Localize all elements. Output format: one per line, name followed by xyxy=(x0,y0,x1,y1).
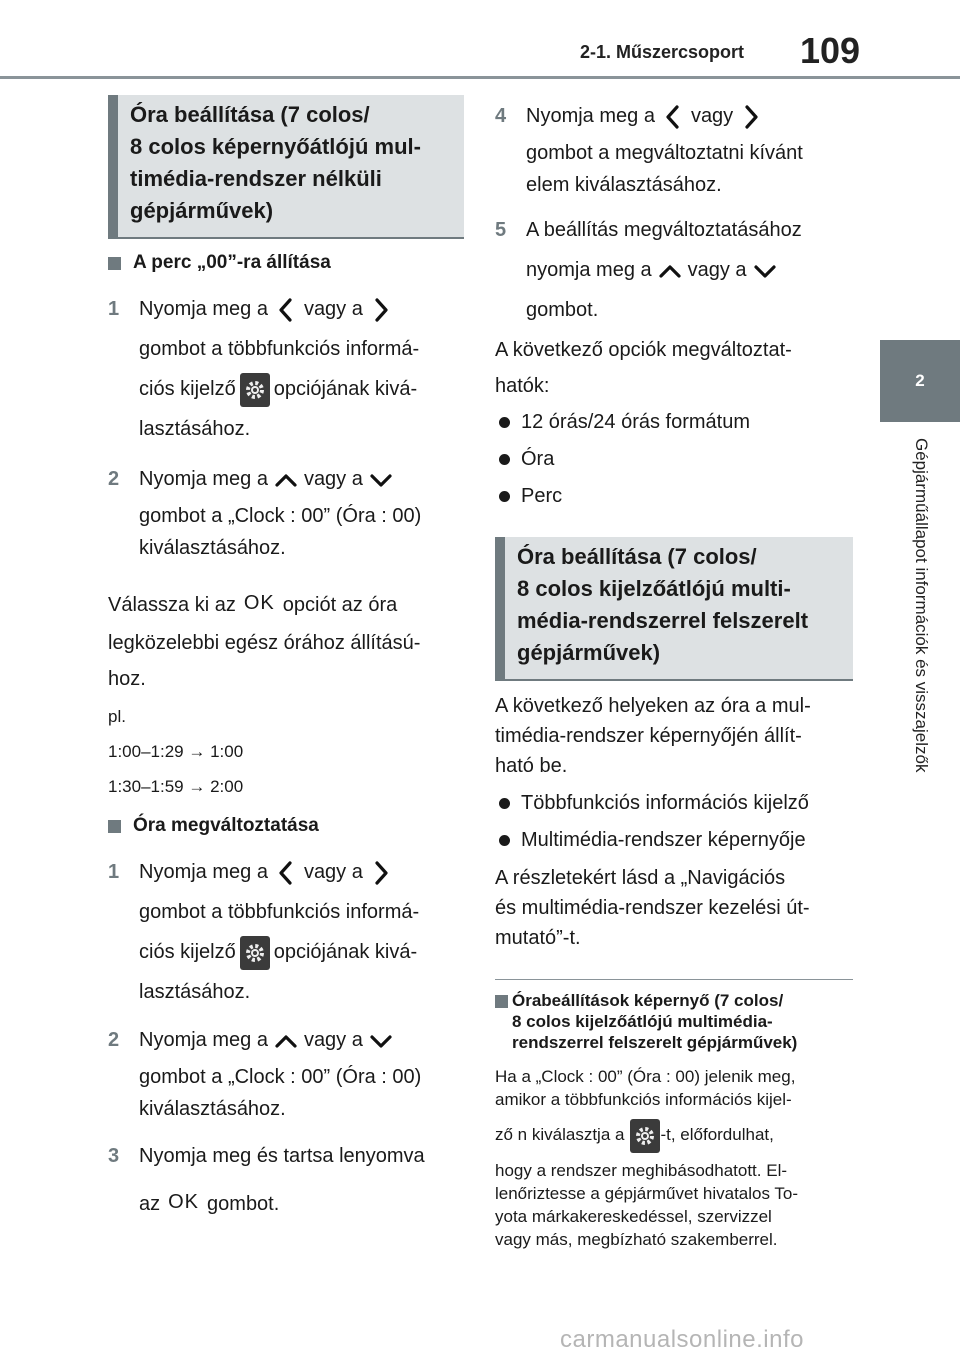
step xyxy=(495,210,853,330)
note-heading xyxy=(495,990,853,1053)
step-line: gombot a többfunkciós informá- xyxy=(139,901,420,923)
note-line: hogy a rendszer meghibásodhatott. El- xyxy=(495,1161,788,1180)
chevron-left-icon xyxy=(274,860,298,886)
step-line: lasztásához. xyxy=(139,981,251,1003)
heading-line: 8 colos képernyőátlójú mul- xyxy=(130,134,421,159)
subheading-text: A perc „00”-ra állítása xyxy=(133,252,331,273)
step-line: az OK gombot. xyxy=(139,1182,464,1224)
gear-icon xyxy=(630,1119,660,1153)
option-item: 12 órás/24 órás formátum xyxy=(495,404,853,441)
options-intro: A következő opciók megváltoztat- hatók: xyxy=(495,339,792,397)
note-line: vagy más, megbízható szakemberrel. xyxy=(495,1230,778,1249)
step xyxy=(108,1136,464,1224)
step-number: 1 xyxy=(108,298,120,320)
chapter-side-label-text: Gépjárműállapot információk és visszajelzők xyxy=(912,438,931,773)
heading-box-with-multimedia xyxy=(495,537,853,681)
note-heading-line: Órabeállítások képernyő (7 colos/ xyxy=(512,991,784,1010)
heading-line: 8 colos kijelzőátlójú multi- xyxy=(517,576,791,601)
step xyxy=(108,289,464,449)
step-line: gombot a többfunkciós informá- xyxy=(139,338,420,360)
ok-icon: OK xyxy=(243,592,275,614)
step-line: Nyomja meg a vagy a xyxy=(139,289,464,329)
step-line: kiválasztásához. xyxy=(139,1098,286,1120)
step xyxy=(108,459,464,563)
step-line: gombot a megváltoztatni kívánt xyxy=(526,142,803,164)
chevron-up-icon xyxy=(274,1028,298,1054)
step-line: Nyomja meg a vagy a xyxy=(139,459,464,499)
heading-line: Óra beállítása (7 colos/ xyxy=(517,544,757,569)
subheading-change-clock xyxy=(108,814,464,838)
heading-line: média-rendszerrel felszerelt xyxy=(517,608,809,633)
note-line: yota márkakereskedéssel, szervizzel xyxy=(495,1207,772,1226)
step-number: 4 xyxy=(495,105,507,127)
step-line: gombot. xyxy=(526,299,599,321)
note-heading-line: rendszerrel felszerelt gépjárművek) xyxy=(512,1033,798,1052)
heading-line: gépjárművek) xyxy=(130,198,274,223)
select-ok-paragraph: Válassza ki az OK opciót az óra legközelebbi egész órához állítású- hoz. xyxy=(108,585,464,697)
chevron-right-icon xyxy=(369,297,393,323)
step-number: 1 xyxy=(108,861,120,883)
chevron-right-icon xyxy=(369,860,393,886)
step-line: elem kiválasztásához. xyxy=(526,174,722,196)
step-line: Nyomja meg a vagy a xyxy=(139,852,464,892)
step xyxy=(108,852,464,1012)
note-line: Ha a „Clock : 00” (Óra : 00) jelenik meg, xyxy=(495,1067,796,1086)
step-line: kiválasztásához. xyxy=(139,537,286,559)
place-item: Többfunkciós információs kijelző xyxy=(495,785,853,822)
step-line: gombot a „Clock : 00” (Óra : 00) xyxy=(139,505,422,527)
page-number: 109 xyxy=(800,30,861,71)
step-number: 2 xyxy=(108,468,120,490)
step xyxy=(495,96,853,200)
square-bullet-icon xyxy=(108,257,121,270)
gear-icon xyxy=(240,936,270,970)
note-heading-line: 8 colos kijelzőátlójú multimédia- xyxy=(512,1012,773,1031)
step xyxy=(108,1020,464,1124)
square-bullet-icon xyxy=(108,820,121,833)
note-body xyxy=(495,1065,853,1251)
step-line: Nyomja meg a vagy xyxy=(526,96,853,136)
chapter-side-label xyxy=(911,438,931,858)
watermark: carmanualsonline.info xyxy=(560,1326,804,1353)
left-column xyxy=(108,95,464,1224)
step-line: Nyomja meg a vagy a xyxy=(139,1020,464,1060)
step-line: Nyomja meg és tartsa lenyomva xyxy=(139,1145,425,1167)
note-line: lenőriztesse a gépjárművet hivatalos To- xyxy=(495,1184,799,1203)
places-intro: A következő helyeken az óra a mul- timédia-rendszer képernyőjén állít- ható be. xyxy=(495,695,811,777)
chevron-left-icon xyxy=(274,297,298,323)
details-paragraph: A részletekért lásd a „Navigációs és multimédia-rendszer kezelési út- mutató”-t. xyxy=(495,867,810,949)
section-title: 2-1. Műszercsoport xyxy=(580,42,745,62)
chevron-up-icon xyxy=(274,467,298,493)
step-line: A beállítás megváltoztatásához xyxy=(526,219,802,241)
heading-line: Óra beállítása (7 colos/ xyxy=(130,102,370,127)
example-line: 1:30–1:59 → 2:00 xyxy=(108,777,244,796)
heading-line: gépjárművek) xyxy=(517,640,661,665)
chevron-right-icon xyxy=(739,104,763,130)
example-label: pl. xyxy=(108,707,126,726)
option-item: Óra xyxy=(495,441,853,478)
note-divider xyxy=(495,979,853,980)
chevron-down-icon xyxy=(753,258,777,284)
example-line: 1:00–1:29 → 1:00 xyxy=(108,742,244,761)
option-item: Perc xyxy=(495,478,853,515)
step-line: lasztásához. xyxy=(139,418,251,440)
step-line: gombot a „Clock : 00” (Óra : 00) xyxy=(139,1066,422,1088)
heading-line: timédia-rendszer nélküli xyxy=(130,166,382,191)
chevron-down-icon xyxy=(369,467,393,493)
place-item: Multimédia-rendszer képernyője xyxy=(495,822,853,859)
step-number: 3 xyxy=(108,1145,120,1167)
chapter-tab: 2 xyxy=(880,340,960,422)
subheading-minutes xyxy=(108,251,464,275)
step-line: ciós kijelző opciójának kivá- xyxy=(139,932,464,972)
gear-icon xyxy=(240,373,270,407)
step-number: 5 xyxy=(495,219,507,241)
header-rule xyxy=(0,76,960,79)
chevron-down-icon xyxy=(369,1028,393,1054)
heading-box-no-multimedia xyxy=(108,95,464,239)
step-line: nyomja meg a vagy a xyxy=(526,250,853,290)
note-line: ző n kiválasztja a -t, előfordulhat, xyxy=(495,1115,853,1155)
chevron-up-icon xyxy=(658,258,682,284)
right-column xyxy=(495,96,853,1251)
chevron-left-icon xyxy=(661,104,685,130)
subheading-text: Óra megváltoztatása xyxy=(133,815,319,836)
note-line: amikor a többfunkciós információs kijel- xyxy=(495,1090,792,1109)
step-line: ciós kijelző opciójának kivá- xyxy=(139,369,464,409)
step-number: 2 xyxy=(108,1029,120,1051)
square-bullet-icon xyxy=(495,995,508,1008)
ok-icon: OK xyxy=(168,1191,200,1213)
